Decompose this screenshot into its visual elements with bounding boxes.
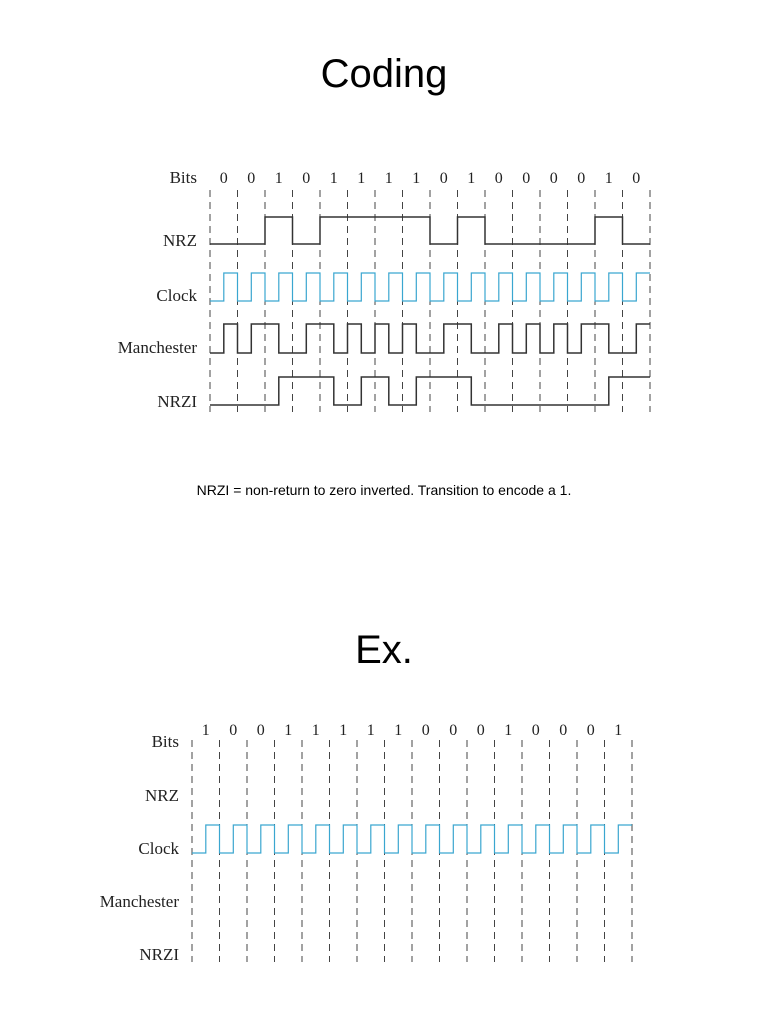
bit-value: 0 bbox=[449, 722, 458, 739]
bit-value: 0 bbox=[577, 170, 586, 187]
row-label-nrzi: NRZI bbox=[157, 392, 197, 411]
bit-value: 0 bbox=[531, 722, 540, 739]
bit-value: 1 bbox=[614, 722, 623, 739]
nrzi-note: NRZI = non-return to zero inverted. Transition to encode a 1. bbox=[196, 482, 572, 498]
nrz-waveform bbox=[210, 217, 650, 244]
bit-value: 0 bbox=[586, 722, 595, 739]
bit-value: 0 bbox=[549, 170, 558, 187]
bit-value: 1 bbox=[329, 170, 338, 187]
bit-value: 1 bbox=[274, 170, 283, 187]
bit-value: 0 bbox=[439, 170, 448, 187]
bit-value: 0 bbox=[247, 170, 256, 187]
row-label-clock: Clock bbox=[156, 286, 197, 305]
bit-value: 1 bbox=[339, 722, 348, 739]
bit-value: 1 bbox=[467, 170, 476, 187]
bit-value: 0 bbox=[256, 722, 265, 739]
bit-value: 1 bbox=[412, 170, 421, 187]
bit-value: 1 bbox=[394, 722, 403, 739]
clock-waveform bbox=[192, 825, 632, 853]
bit-value: 0 bbox=[494, 170, 503, 187]
bit-value: 1 bbox=[504, 722, 513, 739]
slide-title-coding: Coding bbox=[320, 52, 448, 96]
bit-value: 1 bbox=[366, 722, 375, 739]
bit-value: 0 bbox=[559, 722, 568, 739]
bit-values bbox=[220, 170, 641, 187]
bit-value: 0 bbox=[632, 170, 641, 187]
bit-value: 1 bbox=[284, 722, 293, 739]
clock-waveform bbox=[210, 273, 650, 301]
exercise-timing-diagram bbox=[0, 712, 768, 972]
waveforms bbox=[192, 825, 632, 853]
bit-value: 0 bbox=[522, 170, 531, 187]
bit-value: 1 bbox=[357, 170, 366, 187]
bit-value: 1 bbox=[201, 722, 210, 739]
bit-value: 0 bbox=[476, 722, 485, 739]
bit-value: 1 bbox=[311, 722, 320, 739]
row-label-manchester: Manchester bbox=[99, 892, 179, 911]
bit-value: 1 bbox=[384, 170, 393, 187]
bit-values bbox=[202, 722, 623, 739]
row-label-nrz: NRZ bbox=[145, 786, 179, 805]
bit-value: 0 bbox=[229, 722, 238, 739]
row-label-bits: Bits bbox=[151, 732, 179, 751]
coding-timing-diagram bbox=[0, 160, 768, 420]
row-label-nrz: NRZ bbox=[163, 231, 197, 250]
row-label-clock: Clock bbox=[138, 839, 179, 858]
bit-value: 1 bbox=[604, 170, 613, 187]
row-label-bits: Bits bbox=[169, 168, 197, 187]
bit-value: 0 bbox=[219, 170, 228, 187]
slide-title-ex: Ex. bbox=[355, 628, 413, 672]
bit-value: 0 bbox=[302, 170, 311, 187]
row-label-manchester: Manchester bbox=[117, 338, 197, 357]
row-label-nrzi: NRZI bbox=[139, 945, 179, 964]
bit-value: 0 bbox=[421, 722, 430, 739]
